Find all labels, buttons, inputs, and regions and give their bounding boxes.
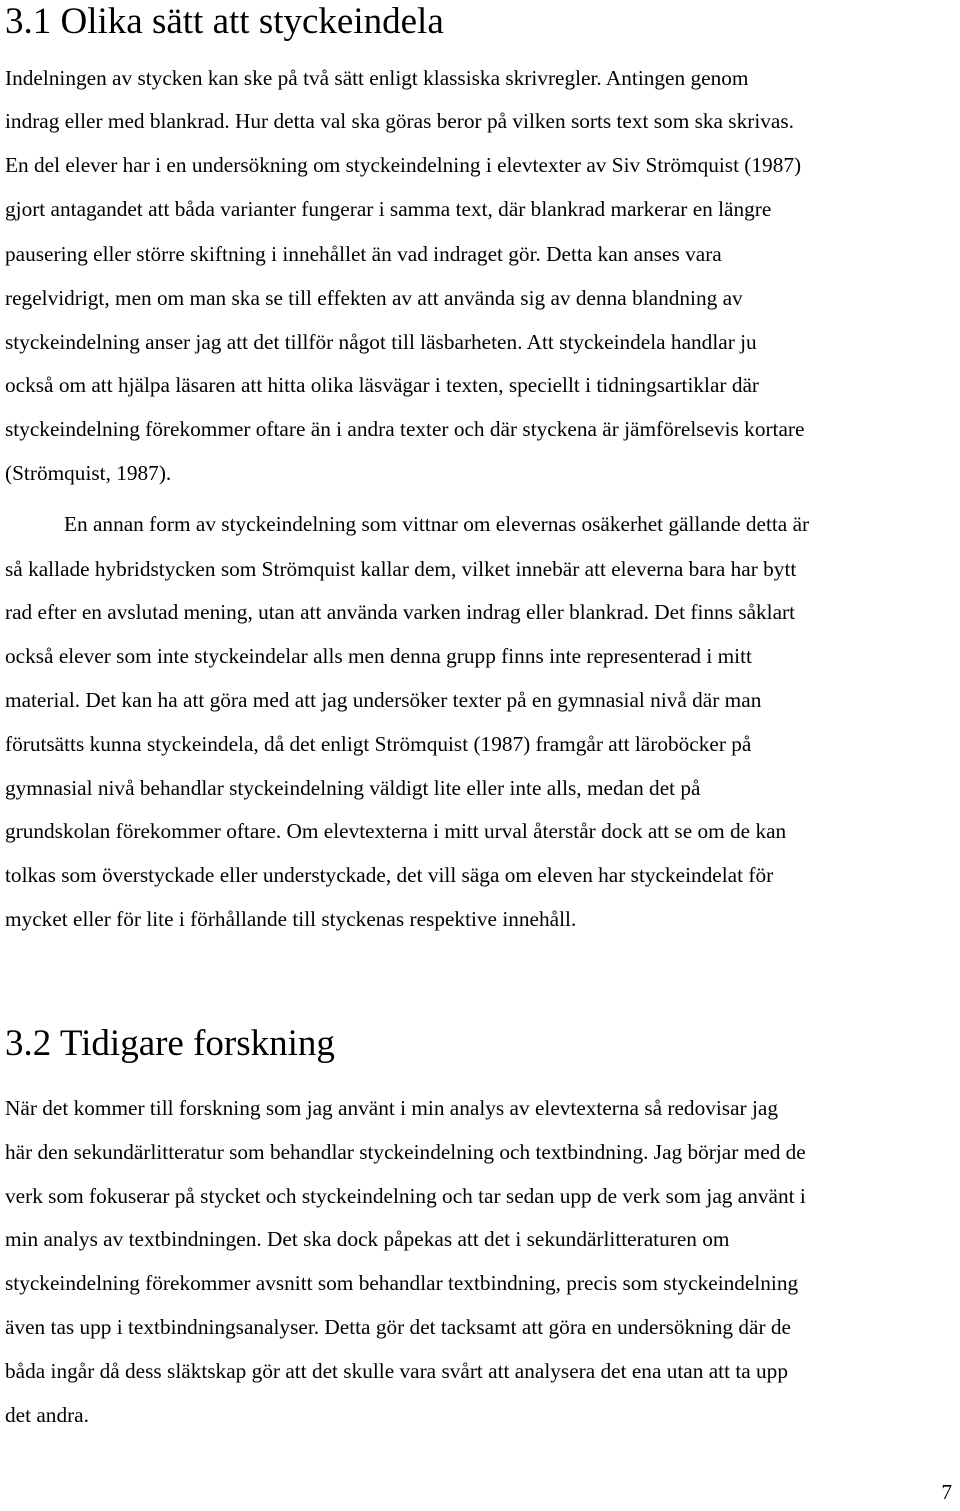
text-line: styckeindelning förekommer avsnitt som behandlar textbindning, precis som styckeindelning (5, 1271, 799, 1295)
text-line: pausering eller större skiftning i innehållet än vad indraget gör. Detta kan anses vara (5, 242, 722, 266)
text-line: också om att hjälpa läsaren att hitta olika läsvägar i texten, speciellt i tidningsartiklar där (5, 373, 760, 397)
text-line: regelvidrigt, men om man ska se till effekten av att använda sig av denna blandning av (5, 286, 743, 310)
text-line: även tas upp i textbindningsanalyser. Detta gör det tacksamt att göra en undersökning där de (5, 1315, 791, 1339)
text-line: mycket eller för lite i förhållande till styckenas respektive innehåll. (5, 907, 577, 931)
text-line: indrag eller med blankrad. Hur detta val ska göras beror på vilken sorts text som ska skrivas. (5, 109, 794, 133)
text-line: också elever som inte styckeindelar alls men denna grupp finns inte representerad i mitt (5, 644, 752, 668)
text-line: förutsätts kunna styckeindela, då det enligt Strömquist (1987) framgår att läroböcker på (5, 732, 752, 756)
text-line: styckeindelning förekommer oftare än i andra texter och där styckena är jämförelsevis kortare (5, 417, 805, 441)
text-line: Indelningen av stycken kan ske på två sätt enligt klassiska skrivregler. Antingen genom (5, 66, 749, 90)
text-line: tolkas som överstyckade eller understyckade, det vill säga om eleven har styckeindelat för (5, 863, 774, 887)
section-heading-3-2: 3.2 Tidigare forskning (5, 1023, 335, 1064)
text-line: grundskolan förekommer oftare. Om elevtexterna i mitt urval återstår dock att se om de kan (5, 819, 787, 843)
text-line: båda ingår då dess släktskap gör att det skulle vara svårt att analysera det ena utan att ta upp (5, 1359, 788, 1383)
text-line: När det kommer till forskning som jag använt i min analys av elevtexterna så redovisar jag (5, 1096, 778, 1120)
text-line: här den sekundärlitteratur som behandlar styckeindelning och textbindning. Jag börjar med de (5, 1140, 806, 1164)
section-heading-3-1: 3.1 Olika sätt att styckeindela (5, 1, 444, 42)
text-line: verk som fokuserar på stycket och styckeindelning och tar sedan upp de verk som jag använt i (5, 1184, 806, 1208)
text-line: så kallade hybridstycken som Strömquist kallar dem, vilket innebär att eleverna bara har bytt (5, 557, 797, 581)
text-line: gjort antagandet att båda varianter fungerar i samma text, där blankrad markerar en längre (5, 197, 772, 221)
text-line: styckeindelning anser jag att det tillför något till läsbarheten. Att styckeindela handlar ju (5, 330, 757, 354)
text-line: det andra. (5, 1403, 89, 1427)
text-line: gymnasial nivå behandlar styckeindelning väldigt lite eller inte alls, medan det på (5, 776, 701, 800)
text-line: En annan form av styckeindelning som vittnar om elevernas osäkerhet gällande detta är (64, 512, 810, 536)
page-number: 7 (941, 1480, 952, 1504)
text-line: material. Det kan ha att göra med att jag undersöker texter på en gymnasial nivå där man (5, 688, 762, 712)
text-line: rad efter en avslutad mening, utan att använda varken indrag eller blankrad. Det finns såklart (5, 600, 796, 624)
text-line: En del elever har i en undersökning om styckeindelning i elevtexter av Siv Strömquist (1987) (5, 153, 802, 177)
text-line: (Strömquist, 1987). (5, 461, 172, 485)
text-line: min analys av textbindningen. Det ska dock påpekas att det i sekundärlitteraturen om (5, 1227, 730, 1251)
